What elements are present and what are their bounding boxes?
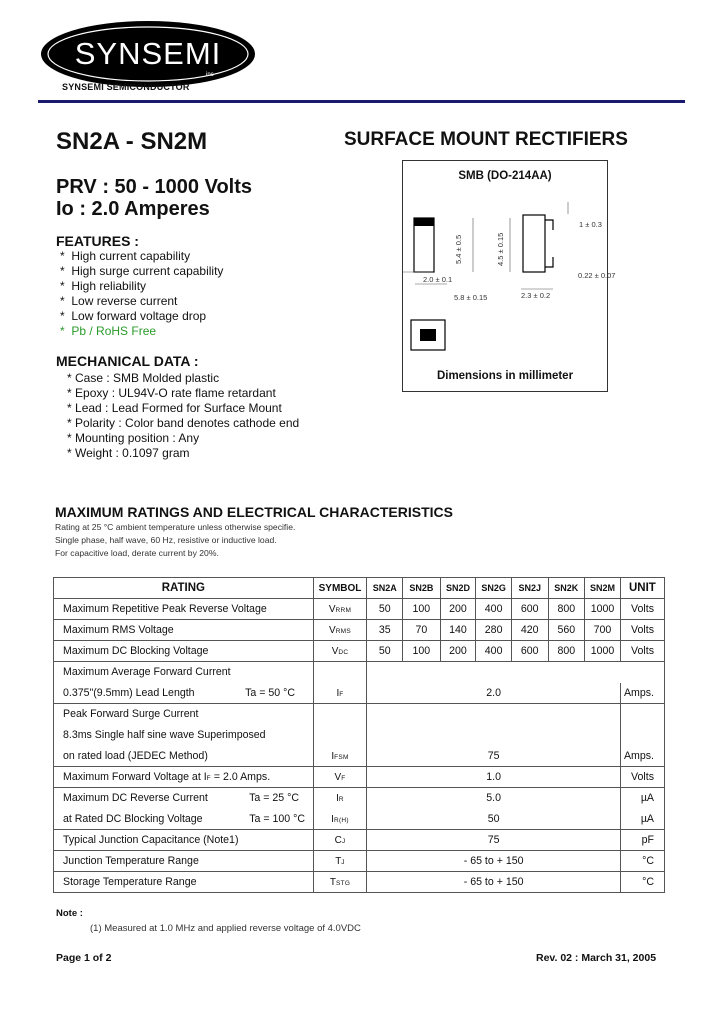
dim-w2: 5.8 ± 0.15 <box>454 293 488 302</box>
table-cell: 50 <box>367 599 403 620</box>
table-cell <box>313 704 367 725</box>
header-model: SN2J <box>511 578 548 599</box>
logo-inc: inc <box>206 72 214 78</box>
table-cell: 560 <box>548 620 585 641</box>
table-cell: Volts <box>620 620 664 641</box>
table-cell: Amps. <box>620 746 664 767</box>
table-cell: 8.3ms Single half sine wave Superimposed <box>54 725 314 746</box>
header-model: SN2G <box>476 578 512 599</box>
table-row <box>54 683 665 704</box>
list-item: * Epoxy : UL94V-O rate flame retardant <box>67 386 276 400</box>
ratings-table <box>53 577 665 893</box>
table-cell: Maximum Average Forward Current <box>54 662 314 683</box>
header-model: SN2M <box>585 578 621 599</box>
list-item: * Mounting position : Any <box>67 431 200 445</box>
logo-subtitle: SYNSEMI SEMICONDUCTOR <box>62 82 190 92</box>
table-cell: Volts <box>620 767 664 788</box>
package-footer: Dimensions in millimeter <box>436 370 574 382</box>
table-cell: 400 <box>476 641 512 662</box>
table-cell: pF <box>620 830 664 851</box>
table-row <box>54 788 665 809</box>
dim-h2: 4.5 ± 0.15 <box>496 232 505 266</box>
list-item: * Low reverse current <box>60 294 178 308</box>
table-cell: °C <box>620 872 664 893</box>
dim-lead-t: 1 ± 0.3 <box>579 220 602 229</box>
table-cell: on rated load (JEDEC Method) <box>54 746 314 767</box>
synsemi-logo <box>40 20 256 90</box>
table-cell: 600 <box>511 599 548 620</box>
table-cell: 800 <box>548 641 585 662</box>
table-row <box>54 746 665 767</box>
header-model: SN2A <box>367 578 403 599</box>
table-cell <box>367 704 620 725</box>
table-cell <box>367 662 620 683</box>
table-cell: 1000 <box>585 641 621 662</box>
ratings-note: Single phase, half wave, 60 Hz, resistive or inductive load. <box>55 535 277 545</box>
header-model: SN2B <box>403 578 441 599</box>
table-row <box>54 851 665 872</box>
table-cell: 200 <box>440 599 476 620</box>
header-model: SN2K <box>548 578 585 599</box>
table-cell: VF <box>313 767 367 788</box>
table-cell: at Rated DC Blocking Voltage Ta = 100 °C <box>54 809 314 830</box>
io-rating: Io : 2.0 Amperes <box>56 198 210 220</box>
table-cell: 200 <box>440 641 476 662</box>
table-cell: µA <box>620 809 664 830</box>
table-cell: TSTG <box>313 872 367 893</box>
product-type: SURFACE MOUNT RECTIFIERS <box>344 129 628 150</box>
table-row <box>54 662 665 683</box>
list-item: * Weight : 0.1097 gram <box>67 446 190 460</box>
table-cell: Maximum Forward Voltage at IF = 2.0 Amps. <box>54 767 314 788</box>
notes-title: Note : <box>56 908 83 919</box>
part-range: SN2A - SN2M <box>56 128 208 155</box>
table-cell: IR <box>313 788 367 809</box>
table-cell: VRRM <box>313 599 367 620</box>
table-cell: 400 <box>476 599 512 620</box>
table-cell: - 65 to + 150 <box>367 872 620 893</box>
table-cell: °C <box>620 851 664 872</box>
table-cell: Junction Temperature Range <box>54 851 314 872</box>
table-cell: CJ <box>313 830 367 851</box>
table-cell: µA <box>620 788 664 809</box>
table-cell <box>367 725 620 746</box>
table-cell: Volts <box>620 599 664 620</box>
list-item: * High surge current capability <box>60 264 224 278</box>
mechanical-title: MECHANICAL DATA : <box>56 353 199 369</box>
table-row <box>54 809 665 830</box>
list-item: * Case : SMB Molded plastic <box>67 371 220 385</box>
table-cell: 140 <box>440 620 476 641</box>
package-title: SMB (DO-214AA) <box>458 170 552 182</box>
note-item: (1) Measured at 1.0 MHz and applied reverse voltage of 4.0VDC <box>90 923 361 934</box>
table-cell: TJ <box>313 851 367 872</box>
dim-lead-w: 0.22 ± 0.07 <box>578 271 616 280</box>
table-cell: 70 <box>403 620 441 641</box>
table-cell: 2.0 <box>367 683 620 704</box>
table-cell: 50 <box>367 809 620 830</box>
table-row <box>54 620 665 641</box>
features-list <box>60 249 223 339</box>
table-cell: Maximum DC Reverse Current Ta = 25 °C <box>54 788 314 809</box>
logo-name: SYNSEMI <box>74 36 222 71</box>
dim-h1: 5.4 ± 0.5 <box>454 234 463 264</box>
table-cell: Volts <box>620 641 664 662</box>
list-item: * Polarity : Color band denotes cathode end <box>67 416 300 430</box>
list-item: * High current capability <box>60 249 191 263</box>
table-cell: 700 <box>585 620 621 641</box>
table-cell: 50 <box>367 641 403 662</box>
package-outline-drawing <box>403 190 616 360</box>
list-item: * High reliability <box>60 279 147 293</box>
mechanical-list <box>67 371 299 461</box>
dim-w1: 2.0 ± 0.1 <box>423 275 453 284</box>
table-cell: Maximum Repetitive Peak Reverse Voltage <box>54 599 314 620</box>
features-title: FEATURES : <box>56 233 139 249</box>
table-cell <box>620 662 664 683</box>
table-cell: 75 <box>367 746 620 767</box>
table-cell: Peak Forward Surge Current <box>54 704 314 725</box>
table-cell: 100 <box>403 599 441 620</box>
table-row <box>54 641 665 662</box>
table-cell: 75 <box>367 830 620 851</box>
table-cell: IF <box>313 683 367 704</box>
table-cell: VDC <box>313 641 367 662</box>
table-cell <box>620 725 664 746</box>
revision: Rev. 02 : March 31, 2005 <box>536 952 657 964</box>
table-cell: 100 <box>403 641 441 662</box>
table-cell <box>313 725 367 746</box>
table-row <box>54 872 665 893</box>
table-row <box>54 767 665 788</box>
table-row <box>54 704 665 725</box>
page-number: Page 1 of 2 <box>56 952 112 964</box>
table-cell: 1000 <box>585 599 621 620</box>
table-cell: IFSM <box>313 746 367 767</box>
table-cell: 35 <box>367 620 403 641</box>
table-cell: 1.0 <box>367 767 620 788</box>
list-item: * Low forward voltage drop <box>60 309 207 323</box>
table-cell <box>313 662 367 683</box>
table-header-row <box>54 578 665 599</box>
table-cell: 5.0 <box>367 788 620 809</box>
table-cell: 0.375"(9.5mm) Lead Length Ta = 50 °C <box>54 683 314 704</box>
table-cell: Maximum DC Blocking Voltage <box>54 641 314 662</box>
header-rule <box>38 100 685 103</box>
table-cell: Typical Junction Capacitance (Note1) <box>54 830 314 851</box>
table-row <box>54 725 665 746</box>
table-row <box>54 599 665 620</box>
table-cell: Maximum RMS Voltage <box>54 620 314 641</box>
table-cell: 280 <box>476 620 512 641</box>
header-unit: UNIT <box>620 578 664 599</box>
table-cell: 800 <box>548 599 585 620</box>
table-cell: - 65 to + 150 <box>367 851 620 872</box>
table-cell <box>620 704 664 725</box>
table-cell: Storage Temperature Range <box>54 872 314 893</box>
table-cell: 600 <box>511 641 548 662</box>
list-item: * Pb / RoHS Free <box>60 324 157 338</box>
header-symbol: SYMBOL <box>313 578 367 599</box>
table-cell: VRMS <box>313 620 367 641</box>
table-cell: 420 <box>511 620 548 641</box>
header-model: SN2D <box>440 578 476 599</box>
list-item: * Lead : Lead Formed for Surface Mount <box>67 401 282 415</box>
ratings-note: For capacitive load, derate current by 20%. <box>55 548 219 558</box>
prv-rating: PRV : 50 - 1000 Volts <box>56 176 253 198</box>
dim-w3: 2.3 ± 0.2 <box>521 291 551 300</box>
ratings-note: Rating at 25 °C ambient temperature unless otherwise specifie. <box>55 522 296 532</box>
header-rating: RATING <box>54 578 314 599</box>
table-cell: Amps. <box>620 683 664 704</box>
table-row <box>54 830 665 851</box>
ratings-title: MAXIMUM RATINGS AND ELECTRICAL CHARACTERISTICS <box>55 504 453 520</box>
table-cell: IR(H) <box>313 809 367 830</box>
